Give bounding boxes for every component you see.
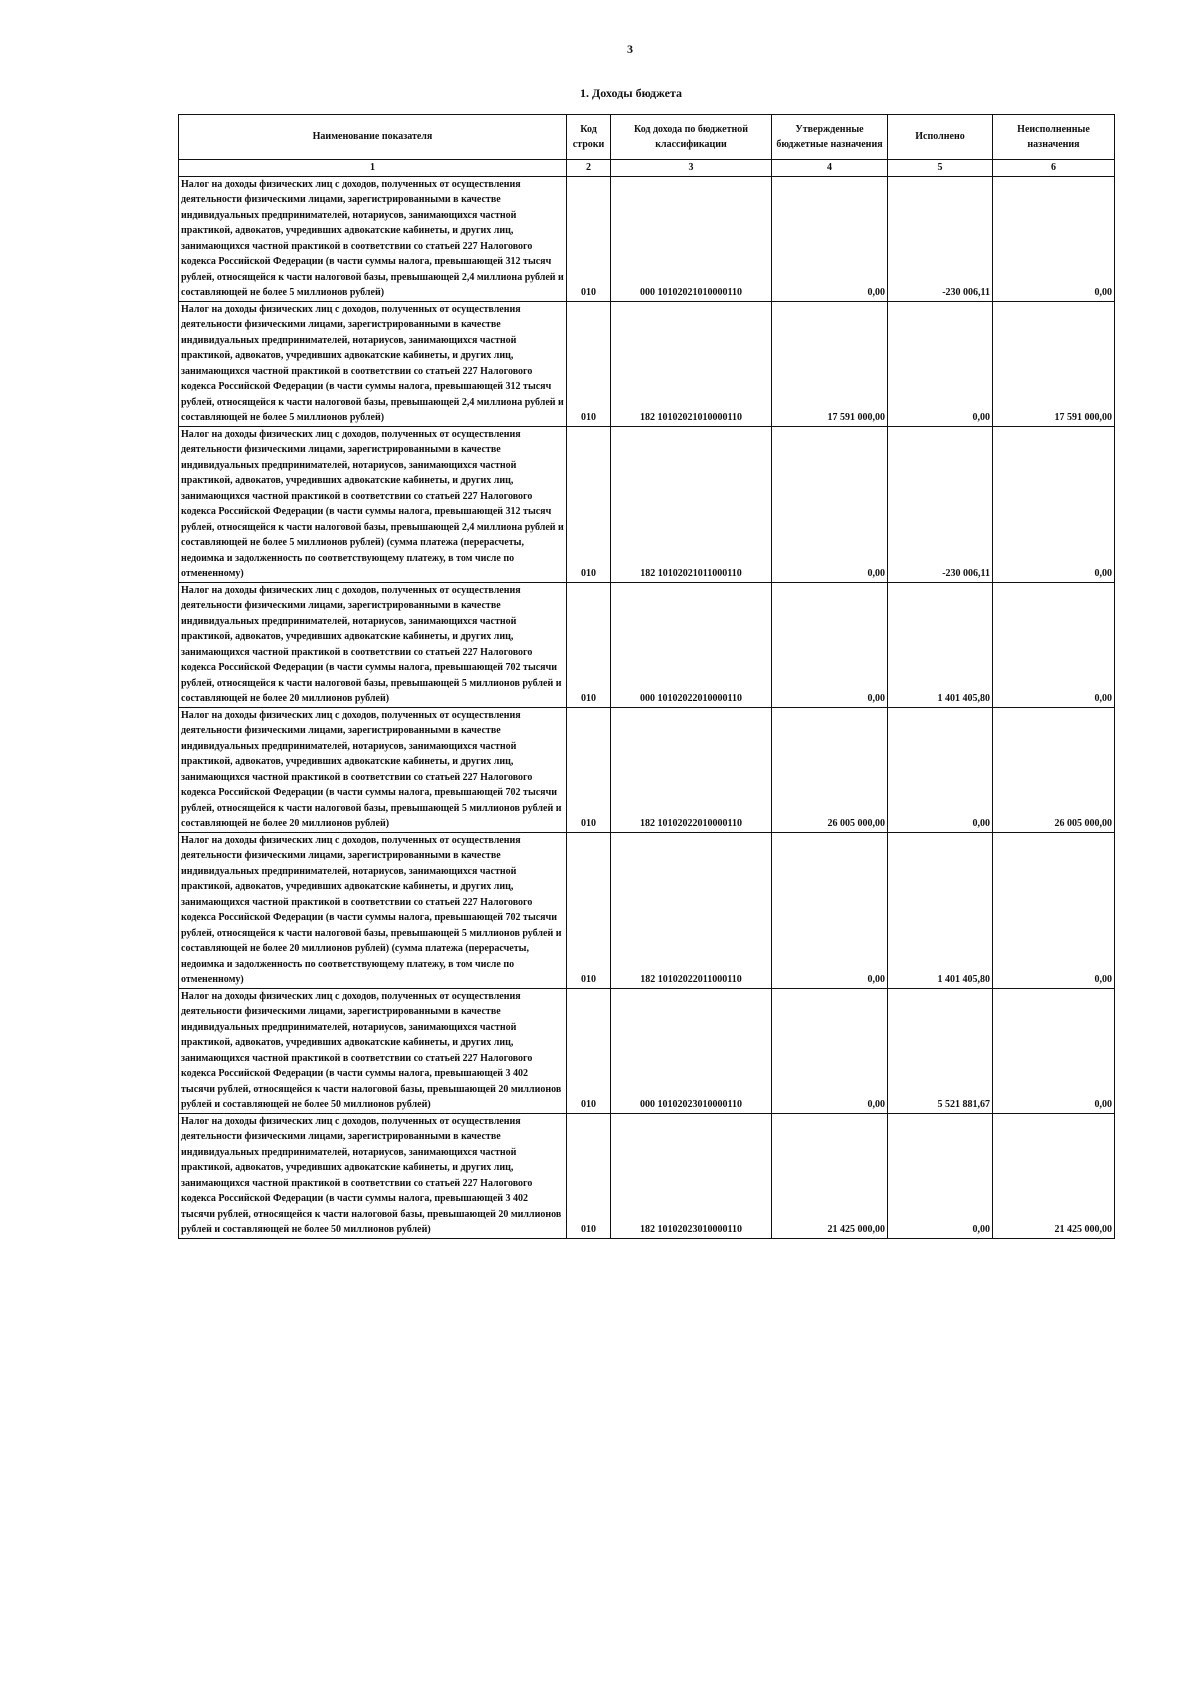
column-number: 5 bbox=[888, 160, 993, 177]
table-body bbox=[179, 176, 1115, 1238]
approved-amount: 0,00 bbox=[772, 988, 888, 1113]
table-row bbox=[179, 301, 1115, 426]
line-code: 010 bbox=[567, 707, 611, 832]
column-number: 6 bbox=[993, 160, 1115, 177]
line-code: 010 bbox=[567, 988, 611, 1113]
indicator-name: Налог на доходы физических лиц с доходов, полученных от осуществления деятельности физическими лицами, зарегистрированными в качестве индивидуальных предпринимателей, нотариусов, занимающихся частной практикой, адвокатов, учредивших адвокатские кабинеты, и других лиц, занимающихся частной практикой в соответствии со статьей 227 Налогового кодекса Российской Федерации (в части суммы налога, превышающей 3 402 тысячи рублей, относящейся к части налоговой базы, превышающей 20 миллионов рублей и составляющей не более 50 миллионов рублей) bbox=[179, 988, 567, 1113]
unexecuted-amount: 0,00 bbox=[993, 426, 1115, 582]
unexecuted-amount: 17 591 000,00 bbox=[993, 301, 1115, 426]
unexecuted-amount: 0,00 bbox=[993, 582, 1115, 707]
table-row bbox=[179, 832, 1115, 988]
table-row bbox=[179, 1113, 1115, 1238]
income-code: 182 10102021011000110 bbox=[611, 426, 772, 582]
executed-amount: 0,00 bbox=[888, 301, 993, 426]
page-number: 3 bbox=[627, 42, 633, 56]
approved-amount: 26 005 000,00 bbox=[772, 707, 888, 832]
header-approved: Утвержденные бюджетные назначения bbox=[772, 115, 888, 160]
approved-amount: 0,00 bbox=[772, 582, 888, 707]
income-code: 182 10102021010000110 bbox=[611, 301, 772, 426]
unexecuted-amount: 21 425 000,00 bbox=[993, 1113, 1115, 1238]
unexecuted-amount: 26 005 000,00 bbox=[993, 707, 1115, 832]
table-row bbox=[179, 176, 1115, 301]
income-code: 182 10102023010000110 bbox=[611, 1113, 772, 1238]
line-code: 010 bbox=[567, 1113, 611, 1238]
line-code: 010 bbox=[567, 176, 611, 301]
header-income-code: Код дохода по бюджетной классификации bbox=[611, 115, 772, 160]
unexecuted-amount: 0,00 bbox=[993, 176, 1115, 301]
indicator-name: Налог на доходы физических лиц с доходов, полученных от осуществления деятельности физическими лицами, зарегистрированными в качестве индивидуальных предпринимателей, нотариусов, занимающихся частной практикой, адвокатов, учредивших адвокатские кабинеты, и других лиц, занимающихся частной практикой в соответствии со статьей 227 Налогового кодекса Российской Федерации (в части суммы налога, превышающей 702 тысячи рублей, относящейся к части налоговой базы, превышающей 5 миллионов рублей и составляющей не более 20 миллионов рублей) bbox=[179, 582, 567, 707]
approved-amount: 17 591 000,00 bbox=[772, 301, 888, 426]
column-number: 4 bbox=[772, 160, 888, 177]
header-indicator-name: Наименование показателя bbox=[179, 115, 567, 160]
executed-amount: 1 401 405,80 bbox=[888, 582, 993, 707]
column-number-row bbox=[179, 160, 1115, 177]
approved-amount: 0,00 bbox=[772, 832, 888, 988]
column-number: 2 bbox=[567, 160, 611, 177]
income-code: 182 10102022011000110 bbox=[611, 832, 772, 988]
approved-amount: 21 425 000,00 bbox=[772, 1113, 888, 1238]
indicator-name: Налог на доходы физических лиц с доходов, полученных от осуществления деятельности физическими лицами, зарегистрированными в качестве индивидуальных предпринимателей, нотариусов, занимающихся частной практикой, адвокатов, учредивших адвокатские кабинеты, и других лиц, занимающихся частной практикой в соответствии со статьей 227 Налогового кодекса Российской Федерации (в части суммы налога, превышающей 312 тысяч рублей, относящейся к части налоговой базы, превышающей 2,4 миллиона рублей и составляющей не более 5 миллионов рублей) bbox=[179, 301, 567, 426]
table-header bbox=[179, 115, 1115, 177]
indicator-name: Налог на доходы физических лиц с доходов, полученных от осуществления деятельности физическими лицами, зарегистрированными в качестве индивидуальных предпринимателей, нотариусов, занимающихся частной практикой, адвокатов, учредивших адвокатские кабинеты, и других лиц, занимающихся частной практикой в соответствии со статьей 227 Налогового кодекса Российской Федерации (в части суммы налога, превышающей 702 тысячи рублей, относящейся к части налоговой базы, превышающей 5 миллионов рублей и составляющей не более 20 миллионов рублей) (сумма платежа (перерасчеты, недоимка и задолженность по соответствующему платежу, в том числе по отмененному) bbox=[179, 832, 567, 988]
header-row bbox=[179, 115, 1115, 160]
header-line-code: Код строки bbox=[567, 115, 611, 160]
line-code: 010 bbox=[567, 426, 611, 582]
executed-amount: 0,00 bbox=[888, 1113, 993, 1238]
executed-amount: 0,00 bbox=[888, 707, 993, 832]
income-code: 000 10102022010000110 bbox=[611, 582, 772, 707]
unexecuted-amount: 0,00 bbox=[993, 988, 1115, 1113]
line-code: 010 bbox=[567, 582, 611, 707]
approved-amount: 0,00 bbox=[772, 426, 888, 582]
report-title: 1. Доходы бюджета bbox=[579, 86, 683, 100]
executed-amount: -230 006,11 bbox=[888, 426, 993, 582]
indicator-name: Налог на доходы физических лиц с доходов, полученных от осуществления деятельности физическими лицами, зарегистрированными в качестве индивидуальных предпринимателей, нотариусов, занимающихся частной практикой, адвокатов, учредивших адвокатские кабинеты, и других лиц, занимающихся частной практикой в соответствии со статьей 227 Налогового кодекса Российской Федерации (в части суммы налога, превышающей 312 тысяч рублей, относящейся к части налоговой базы, превышающей 2,4 миллиона рублей и составляющей не более 5 миллионов рублей) (сумма платежа (перерасчеты, недоимка и задолженность по соответствующему платежу, в том числе по отмененному) bbox=[179, 426, 567, 582]
income-code: 000 10102021010000110 bbox=[611, 176, 772, 301]
indicator-name: Налог на доходы физических лиц с доходов, полученных от осуществления деятельности физическими лицами, зарегистрированными в качестве индивидуальных предпринимателей, нотариусов, занимающихся частной практикой, адвокатов, учредивших адвокатские кабинеты, и других лиц, занимающихся частной практикой в соответствии со статьей 227 Налогового кодекса Российской Федерации (в части суммы налога, превышающей 3 402 тысячи рублей, относящейся к части налоговой базы, превышающей 20 миллионов рублей и составляющей не более 50 миллионов рублей) bbox=[179, 1113, 567, 1238]
column-number: 3 bbox=[611, 160, 772, 177]
indicator-name: Налог на доходы физических лиц с доходов, полученных от осуществления деятельности физическими лицами, зарегистрированными в качестве индивидуальных предпринимателей, нотариусов, занимающихся частной практикой, адвокатов, учредивших адвокатские кабинеты, и других лиц, занимающихся частной практикой в соответствии со статьей 227 Налогового кодекса Российской Федерации (в части суммы налога, превышающей 312 тысяч рублей, относящейся к части налоговой базы, превышающей 2,4 миллиона рублей и составляющей не более 5 миллионов рублей) bbox=[179, 176, 567, 301]
line-code: 010 bbox=[567, 301, 611, 426]
income-table bbox=[178, 114, 1115, 1239]
table-row bbox=[179, 988, 1115, 1113]
income-code: 182 10102022010000110 bbox=[611, 707, 772, 832]
table-row bbox=[179, 426, 1115, 582]
indicator-name: Налог на доходы физических лиц с доходов, полученных от осуществления деятельности физическими лицами, зарегистрированными в качестве индивидуальных предпринимателей, нотариусов, занимающихся частной практикой, адвокатов, учредивших адвокатские кабинеты, и других лиц, занимающихся частной практикой в соответствии со статьей 227 Налогового кодекса Российской Федерации (в части суммы налога, превышающей 702 тысячи рублей, относящейся к части налоговой базы, превышающей 5 миллионов рублей и составляющей не более 20 миллионов рублей) bbox=[179, 707, 567, 832]
unexecuted-amount: 0,00 bbox=[993, 832, 1115, 988]
line-code: 010 bbox=[567, 832, 611, 988]
column-number: 1 bbox=[179, 160, 567, 177]
executed-amount: 5 521 881,67 bbox=[888, 988, 993, 1113]
income-code: 000 10102023010000110 bbox=[611, 988, 772, 1113]
executed-amount: -230 006,11 bbox=[888, 176, 993, 301]
executed-amount: 1 401 405,80 bbox=[888, 832, 993, 988]
table-row bbox=[179, 582, 1115, 707]
header-unexecuted: Неисполненные назначения bbox=[993, 115, 1115, 160]
table-row bbox=[179, 707, 1115, 832]
header-executed: Исполнено bbox=[888, 115, 993, 160]
approved-amount: 0,00 bbox=[772, 176, 888, 301]
